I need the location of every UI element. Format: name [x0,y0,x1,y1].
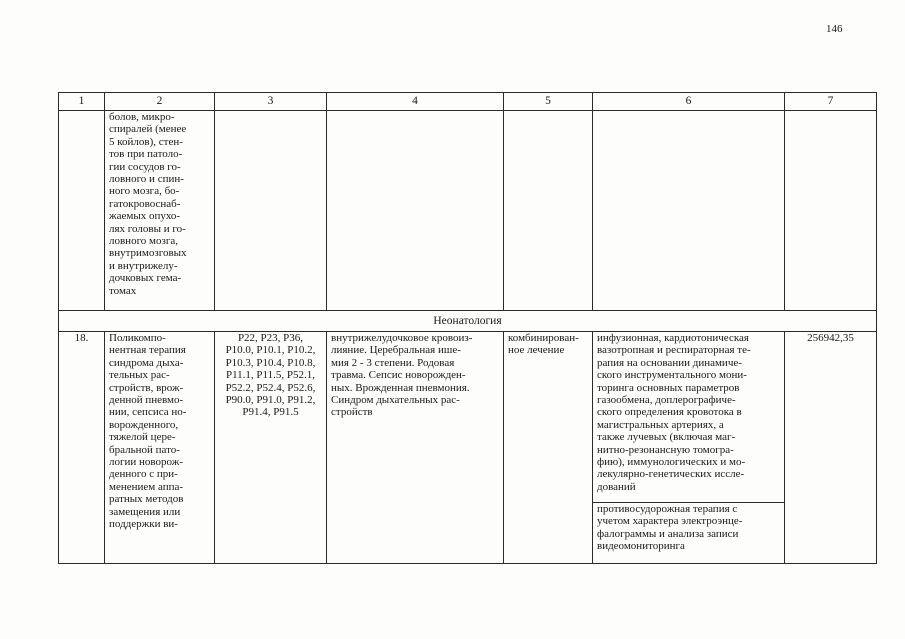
cont-cell-3 [215,111,327,311]
care-type-text [109,332,210,531]
text-line: Синдром дыхательных рас- [331,394,460,407]
section-row [59,311,877,332]
text-line: P91.4, P91.5 [242,406,299,419]
text-line: болов, микро- [109,111,175,123]
text-line: вазотропная и респираторная те- [597,344,751,357]
text-line: внутрижелудочковое кровоиз- [331,332,473,344]
text-line: ворожденного, [109,418,179,431]
cont-name-cell [105,111,215,311]
cont-cell-4 [327,111,504,311]
text-line: противосудорожная терапия с [597,503,738,515]
text-line: синдрома дыха- [109,356,184,369]
cont-cell-7 [785,111,877,311]
section-title: Неонатология [59,311,877,332]
text-line: ных. Врожденная пневмония. [331,381,470,394]
text-line: торинга основных параметров [597,381,740,394]
text-line: нитно-резонансную томогра- [597,443,734,456]
text-line: 5 койлов), стен- [109,135,183,148]
method-cell-2 [593,503,785,564]
col-header-1: 1 [59,93,105,111]
text-line: комбинирован- [508,332,579,344]
col-header-7: 7 [785,93,877,111]
text-line: логии новорож- [109,456,184,469]
text-line: ратных методов [109,493,184,506]
column-number-row [59,93,877,111]
method-text-2 [597,503,780,553]
text-line: гатокровоснаб- [109,197,181,210]
text-line: дочковых гема- [109,272,182,285]
text-line: денной пневмо- [109,394,184,407]
text-line: нии, сепсиса но- [109,406,187,419]
text-line: магистральных артериях, а [597,418,724,431]
text-line: стройств, врож- [109,381,184,394]
text-line: и внутрижелу- [109,259,178,272]
col-header-3: 3 [215,93,327,111]
text-line: рапия на основании динамиче- [597,356,742,369]
text-line: травма. Сепсис новорожден- [331,369,466,382]
medical-care-table [58,92,877,564]
text-line: P90.0, P91.0, P91.2, [225,394,316,407]
text-line: ловного и спин- [109,173,184,186]
text-line: денного с при- [109,468,178,481]
col-header-6: 6 [593,93,785,111]
text-line: инфузионная, кардиотоническая [597,332,749,344]
text-line: лекулярно-генетических иссле- [597,468,745,481]
text-line: фалограммы и анализа записи [597,527,739,540]
text-line: гии сосудов го- [109,160,181,173]
col-header-5: 5 [504,93,593,111]
method-cell-1 [593,332,785,503]
diagnosis-text [331,332,499,419]
text-line: лях головы и го- [109,222,186,235]
text-line: P10.3, P10.4, P10.8, [225,356,316,369]
row-number: 18. [59,332,105,564]
text-line: мия 2 - 3 степени. Родовая [331,356,455,369]
text-line: ского определения кровотока в [597,406,742,419]
treatment-type-cell [504,332,593,564]
icd-codes-text [219,332,322,419]
text-line: ского инструментального мони- [597,369,747,382]
text-line: менением аппа- [109,480,184,493]
text-line: P11.1, P11.5, P52.1, [225,369,316,382]
cont-name-text [109,111,210,297]
cont-cell-5 [504,111,593,311]
text-line: тельных рас- [109,369,170,382]
text-line: нентная терапия [109,344,186,357]
text-line: ловного мозга, [109,235,179,248]
text-line: томах [109,284,137,297]
cont-cell-6 [593,111,785,311]
text-line: внутримозговых [109,247,187,260]
icd-codes-cell [215,332,327,564]
method-text-1 [597,332,780,493]
text-line: Поликомпо- [109,332,166,344]
text-line: P22, P23, P36, [237,332,304,344]
text-line: замещения или [109,505,181,518]
text-line: бральной пато- [109,443,180,456]
text-line: P52.2, P52.4, P52.6, [225,381,316,394]
cost-cell: 256942,35 [785,332,877,564]
text-line: P10.0, P10.1, P10.2, [225,344,316,357]
text-line: газообмена, доплерографиче- [597,394,736,407]
care-type-cell [105,332,215,564]
col-header-4: 4 [327,93,504,111]
text-line: тов при патоло- [109,148,183,161]
col-header-2: 2 [105,93,215,111]
text-line: поддержки ви- [109,518,178,531]
text-line: тяжелой цере- [109,431,176,444]
text-line: дований [597,480,636,493]
cont-cell-1 [59,111,105,311]
text-line: стройств [331,406,373,419]
text-line: ное лечение [508,344,565,357]
text-line: ного мозга, бо- [109,185,180,198]
text-line: лияние. Церебральная ише- [331,344,461,357]
page-number: 146 [826,23,843,35]
treatment-type-text [508,332,588,357]
text-line: спиралей (менее [109,123,187,136]
diagnosis-cell [327,332,504,564]
text-line: также лучевых (включая маг- [597,431,736,444]
text-line: жаемых опухо- [109,210,181,223]
text-line: видеомониторинга [597,540,685,553]
table-row [59,332,877,503]
text-line: учетом характера электроэнце- [597,515,743,528]
text-line: фию), иммунологических и мо- [597,456,746,469]
continuation-row [59,111,877,311]
